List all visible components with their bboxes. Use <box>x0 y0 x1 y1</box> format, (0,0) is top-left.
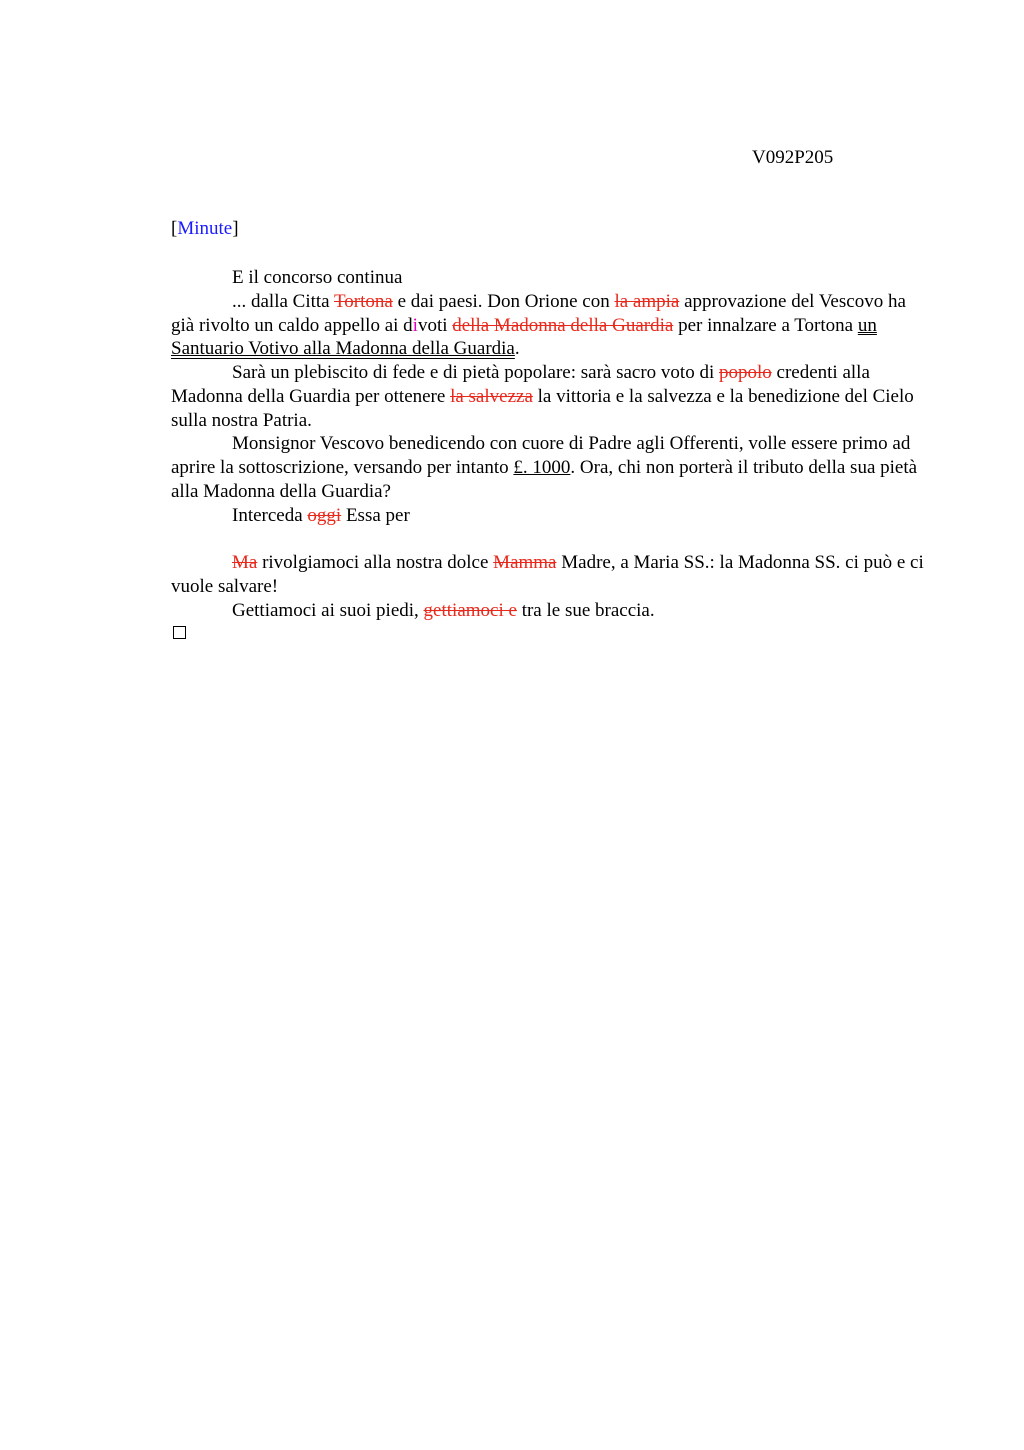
section-label-open-bracket: [ <box>171 218 178 239</box>
text-run: ... dalla Citta <box>232 290 335 312</box>
deleted-text: Ma <box>232 552 258 573</box>
deleted-text: Mamma <box>493 552 557 573</box>
deleted-text: Tortona <box>334 290 393 312</box>
underlined-text: £. 1000 <box>513 457 571 478</box>
text-run: e dai paesi. Don Orione con <box>392 290 615 312</box>
deleted-text: la ampia <box>614 290 680 312</box>
paragraph-4 <box>171 432 931 503</box>
blank-line <box>171 527 931 551</box>
paragraph-1: E il concorso continua <box>232 267 403 288</box>
text-run: rivolgiamoci alla nostra dolce <box>257 552 494 573</box>
inserted-text: i <box>412 314 418 336</box>
paragraph-5 <box>171 504 931 528</box>
paragraph-6 <box>171 551 931 599</box>
paragraph-7 <box>171 599 931 623</box>
paragraph-2 <box>171 290 931 361</box>
text-run: la vittoria e la salvezza e la benedizione del Cielo sulla nostra Patria. <box>171 385 914 431</box>
text-run: per innalzare a Tortona <box>673 314 858 336</box>
text-run: . Ora, chi non porterà il tributo della sua pietà alla Madonna della Guardia? <box>171 457 918 502</box>
text-run: . <box>514 338 520 360</box>
text-run: approvazione del Vescovo ha già rivolto un caldo appello ai d <box>171 290 906 336</box>
text-run: Interceda <box>232 504 308 526</box>
deleted-text: oggi <box>307 504 342 526</box>
text-run: Madre, a Maria SS.: la Madonna SS. ci può e ci vuole salvare! <box>171 552 924 597</box>
section-label-text: Minute <box>177 218 233 239</box>
paragraph-3 <box>171 361 931 432</box>
text-run: tra le sue braccia. <box>516 599 655 621</box>
text-run: Essa per <box>341 504 410 526</box>
deleted-text: la salvezza <box>450 385 533 407</box>
page-id: V092P205 <box>752 147 834 168</box>
text-run: Monsignor Vescovo benedicendo con cuore di Padre agli Offerenti, volle essere primo ad aprire la sottoscrizione, versando per intanto <box>171 433 911 478</box>
end-of-document-box-icon <box>173 626 186 639</box>
section-label <box>171 218 239 240</box>
text-run: Sarà un plebiscito di fede e di pietà popolare: sarà sacro voto di <box>232 362 719 383</box>
text-run: Gettiamoci ai suoi piedi, <box>232 599 424 621</box>
double-underlined-text: un Santuario Votivo alla Madonna della Guardia <box>171 314 877 360</box>
text-run: credenti alla Madonna della Guardia per ottenere <box>171 362 870 407</box>
deleted-text: popolo <box>718 362 772 383</box>
document-body <box>171 266 931 622</box>
text-run: voti <box>417 314 453 336</box>
deleted-text: della Madonna della Guardia <box>452 314 674 336</box>
section-label-close-bracket: ] <box>232 218 239 239</box>
deleted-text: gettiamoci e <box>423 599 517 621</box>
